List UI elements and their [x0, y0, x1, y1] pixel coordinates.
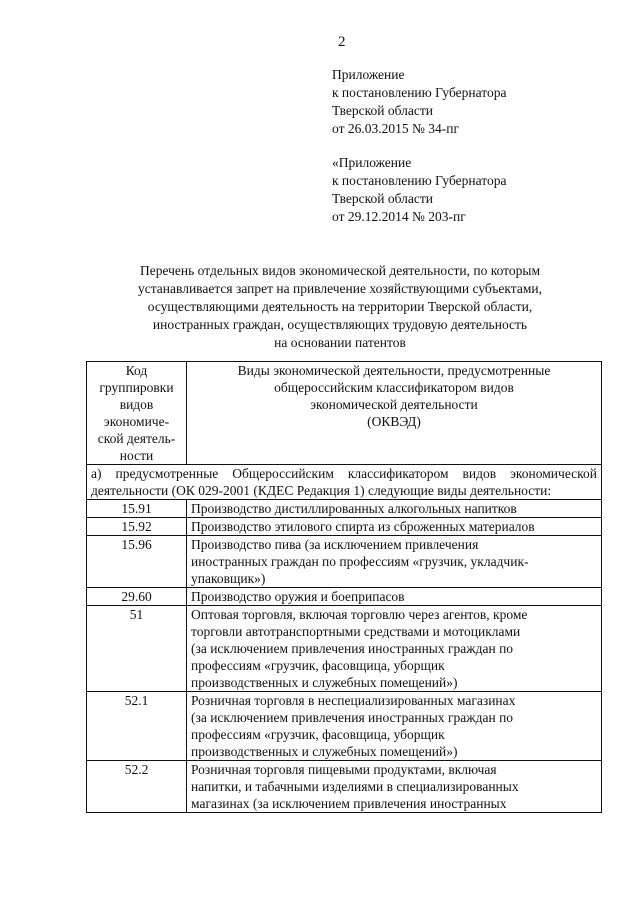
- header-activity: [187, 362, 602, 465]
- title-line: на основании патентов: [274, 335, 406, 350]
- section-row: [87, 465, 602, 500]
- table-body: [87, 500, 602, 813]
- table-row: [87, 606, 602, 692]
- appendix-line: Приложение: [332, 67, 405, 82]
- header-code-line: ности: [119, 448, 154, 463]
- row-activity-line: (за исключением привлечения иностранных граждан по: [191, 710, 514, 725]
- row-activity-line: Производство дистиллированных алкогольных напитков: [191, 501, 517, 516]
- row-activity: [187, 536, 602, 588]
- header-code: [87, 362, 187, 465]
- row-activity: [187, 606, 602, 692]
- table-row: [87, 761, 602, 813]
- appendix-block-current: [332, 66, 506, 138]
- row-activity-line: Производство оружия и боеприпасов: [191, 589, 405, 604]
- title-line: устанавливается запрет на привлечение хозяйствующими субъектами,: [138, 281, 542, 296]
- row-activity-line: производственных и служебных помещений»): [191, 744, 458, 759]
- header-activity-line: Виды экономической деятельности, предусмотренные: [237, 363, 551, 378]
- header-code-line: Код: [125, 363, 148, 378]
- title-line: Перечень отдельных видов экономической деятельности, по которым: [139, 263, 541, 278]
- row-activity: [187, 518, 602, 536]
- row-activity-line: Розничная торговля пищевыми продуктами, включая: [191, 762, 497, 777]
- row-activity: [187, 761, 602, 813]
- row-activity: [187, 692, 602, 761]
- row-activity-line: магазинах (за исключением привлечения иностранных: [191, 796, 507, 811]
- header-code-line: видов: [119, 397, 154, 412]
- activity-table: [86, 361, 602, 813]
- table-row: [87, 500, 602, 518]
- appendix-line: «Приложение: [332, 155, 412, 170]
- row-activity-line: профессиям «грузчик, фасовщица, уборщик: [191, 658, 445, 673]
- row-activity: [187, 500, 602, 518]
- row-activity: [187, 588, 602, 606]
- row-activity-line: торговли автотранспортными средствами и мотоциклами: [191, 624, 521, 639]
- row-code: 15.91: [87, 500, 187, 518]
- table-row: [87, 536, 602, 588]
- appendix-block-previous: [332, 154, 506, 226]
- row-code: 51: [87, 606, 187, 692]
- row-code: 29.60: [87, 588, 187, 606]
- document-title: [60, 262, 620, 352]
- page-number: 2: [338, 34, 346, 50]
- header-code-line: ской деятель-: [97, 431, 176, 446]
- row-activity-line: напитки, и табачными изделиями в специализированных: [191, 779, 519, 794]
- appendix-line: Тверской области: [332, 103, 433, 118]
- row-activity-line: иностранных граждан по профессиям «грузчик, укладчик-: [191, 554, 529, 569]
- header-activity-line: общероссийским классификатором видов: [274, 380, 514, 395]
- appendix-line: к постановлению Губернатора: [332, 173, 507, 188]
- header-code-line: группировки: [99, 380, 174, 395]
- appendix-line: Тверской области: [332, 191, 433, 206]
- section-a-text: а) предусмотренные Общероссийским классификатором видов экономической деятельности (ОК 029-2001 (КДЕС Редакция 1) следующие виды деятельности:: [87, 465, 602, 500]
- row-activity-line: (за исключением привлечения иностранных граждан по: [191, 641, 514, 656]
- header-activity-line: экономической деятельности: [310, 397, 478, 412]
- row-activity-line: Оптовая торговля, включая торговлю через агентов, кроме: [191, 607, 528, 622]
- row-activity-line: упаковщик»): [191, 571, 266, 586]
- row-activity-line: Розничная торговля в неспециализированных магазинах: [191, 693, 516, 708]
- table-row: [87, 518, 602, 536]
- table-row: [87, 692, 602, 761]
- row-activity-line: Производство этилового спирта из сброженных материалов: [191, 519, 535, 534]
- appendix-line: от 26.03.2015 № 34-пг: [332, 121, 459, 136]
- header-code-line: экономиче-: [103, 414, 170, 429]
- table-row: [87, 588, 602, 606]
- appendix-line: к постановлению Губернатора: [332, 85, 507, 100]
- row-code: 15.92: [87, 518, 187, 536]
- title-line: иностранных граждан, осуществляющих трудовую деятельность: [152, 317, 528, 332]
- table-header-row: [87, 362, 602, 465]
- row-code: 15.96: [87, 536, 187, 588]
- header-activity-line: (ОКВЭД): [367, 414, 421, 429]
- row-activity-line: Производство пива (за исключением привлечения: [191, 537, 479, 552]
- row-code: 52.1: [87, 692, 187, 761]
- row-activity-line: производственных и служебных помещений»): [191, 675, 458, 690]
- row-activity-line: профессиям «грузчик, фасовщица, уборщик: [191, 727, 445, 742]
- appendix-line: от 29.12.2014 № 203-пг: [332, 209, 466, 224]
- title-line: осуществляющими деятельность на территории Тверской области,: [147, 299, 533, 314]
- row-code: 52.2: [87, 761, 187, 813]
